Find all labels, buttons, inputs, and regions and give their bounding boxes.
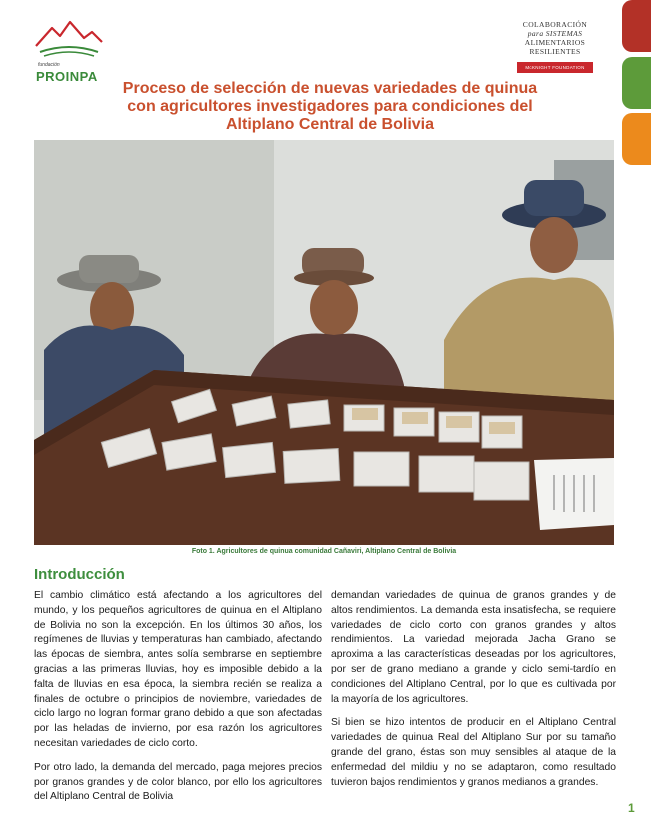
section-heading: Introducción [34, 566, 125, 583]
left-column [34, 589, 322, 814]
proinpa-logo [30, 18, 120, 84]
document-title [70, 80, 590, 134]
partner-line-4: RESILIENTES [529, 47, 581, 56]
foundation-badge: McKNIGHT FOUNDATION [517, 62, 592, 73]
right-column [331, 589, 616, 799]
mountain-logo-icon [34, 18, 104, 58]
partner-line-3: ALIMENTARIOS [524, 38, 586, 47]
partner-line-2: para SISTEMAS [527, 29, 583, 38]
decorative-tab-orange [622, 113, 651, 165]
decorative-tab-green [622, 57, 651, 109]
page-number: 1 [628, 801, 635, 815]
logo-brand-text: PROINPA [36, 69, 98, 84]
logo-foundation-text: fundación [38, 62, 60, 68]
paragraph: El cambio climático está afectando a los agricultores del mundo, y los pequeños agricultores de quinua en el Altiplano de Bolivia no son la excepción. En los últimos 30 años, los regímenes de lluvias y temperaturas han cambiado, afectando las épocas de siembra, antes solía sembrarse en septiembre gracias a las primeras lluvias, hoy es imposible debido a la falta de lluvias en esa época, la siembra recién se realiza a finales de octubre o principios de noviembre, variedades de ciclo largo no logran formar grano debido a que son afectadas por las heladas de invierno, por esa razón los agricultores necesitan variedades de ciclo corto. [34, 590, 322, 749]
title-line-3: Altiplano Central de Bolivia [225, 116, 435, 133]
title-line-1: Proceso de selección de nuevas variedades de quinua [122, 80, 538, 97]
title-line-2: con agricultores investigadores para condiciones del [127, 98, 533, 115]
farmers-photo [34, 140, 614, 545]
photo-caption: Foto 1. Agricultores de quinua comunidad Cañaviri, Altiplano Central de Bolivia [191, 548, 457, 555]
partner-logo [505, 20, 605, 74]
partner-line-1: COLABORACIÓN [522, 20, 588, 29]
paragraph: Por otro lado, la demanda del mercado, paga mejores precios por granos grandes y de color blanco, por ello los agricultores del Altiplano Central de Bolivia [34, 761, 322, 803]
decorative-tab-red [622, 0, 651, 52]
paragraph: Si bien se hizo intentos de producir en el Altiplano Central variedades de quinua Real del Altiplano Sur por su tamaño grande del grano, éstas son muy sensibles al ataque de la enfermedad del mildiu y no se adaptaron, como resultado tuvieron bajos rendimientos y granos medianos a grandes. [331, 717, 616, 788]
paragraph: demandan variedades de quinua de granos grandes y de altos rendimientos. La demanda esta insatisfecha, se requiere variedades de ciclo corto con granos grandes y altos rendimientos. La variedad mejorada Jacha Grano se aproxima a las características deseadas por los agricultores, por ser de grano mediano a grande y ciclo semi-tardío en condiciones del Altiplano Central, por lo que es cultivada por la mayoría de los agricultores. [331, 590, 616, 705]
